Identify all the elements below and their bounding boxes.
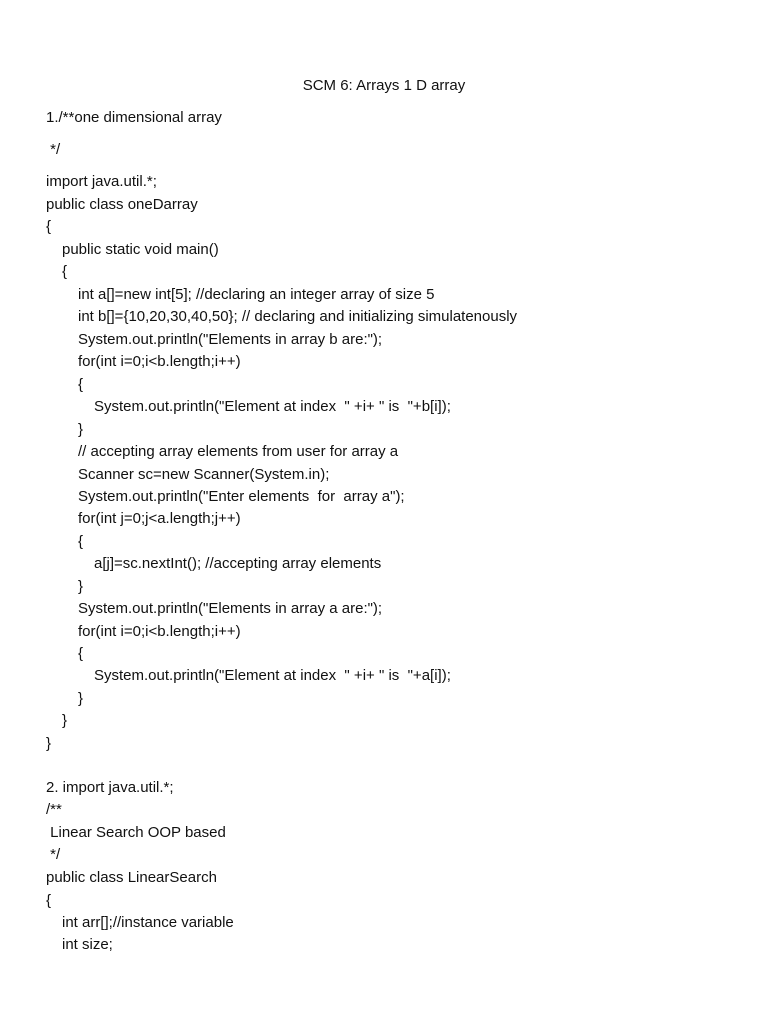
code-line: for(int j=0;j<a.length;j++) bbox=[78, 510, 241, 527]
code-line: } bbox=[78, 578, 84, 595]
code-line: Linear Search OOP based bbox=[46, 824, 226, 841]
code-line: { bbox=[46, 892, 52, 909]
code-line: public static void main() bbox=[62, 241, 219, 258]
code-line: System.out.println("Elements in array b are:"); bbox=[78, 331, 383, 348]
code-line: /** bbox=[46, 801, 62, 818]
code-line: */ bbox=[46, 141, 61, 158]
code-line: 1./**one dimensional array bbox=[46, 109, 222, 126]
code-line: { bbox=[78, 376, 84, 393]
code-line: int arr[];//instance variable bbox=[62, 914, 234, 931]
code-line: int size; bbox=[62, 936, 113, 953]
code-line: for(int i=0;i<b.length;i++) bbox=[78, 353, 241, 370]
code-line: { bbox=[62, 263, 68, 280]
code-line: { bbox=[78, 533, 84, 550]
code-line: { bbox=[78, 645, 84, 662]
code-line: 2. import java.util.*; bbox=[46, 779, 174, 796]
code-line: public class LinearSearch bbox=[46, 869, 217, 886]
code-line: a[j]=sc.nextInt(); //accepting array elements bbox=[94, 555, 382, 572]
document-title: SCM 6: Arrays 1 D array bbox=[302, 77, 466, 94]
code-line: // accepting array elements from user for array a bbox=[78, 443, 399, 460]
code-line: Scanner sc=new Scanner(System.in); bbox=[78, 466, 330, 483]
code-line: int b[]={10,20,30,40,50}; // declaring and initializing simulatenously bbox=[78, 308, 518, 325]
code-line: System.out.println("Element at index " +i+ " is "+b[i]); bbox=[94, 398, 451, 415]
code-line: int a[]=new int[5]; //declaring an integer array of size 5 bbox=[78, 286, 435, 303]
code-line: } bbox=[78, 690, 84, 707]
code-line: for(int i=0;i<b.length;i++) bbox=[78, 623, 241, 640]
code-line: import java.util.*; bbox=[46, 173, 157, 190]
code-line: public class oneDarray bbox=[46, 196, 198, 213]
code-line: System.out.println("Element at index " +i+ " is "+a[i]); bbox=[94, 667, 451, 684]
code-line: } bbox=[62, 712, 68, 729]
code-line: } bbox=[78, 421, 84, 438]
code-line: System.out.println("Elements in array a are:"); bbox=[78, 600, 383, 617]
code-line: } bbox=[46, 735, 52, 752]
code-line: */ bbox=[46, 846, 61, 863]
code-line: { bbox=[46, 218, 52, 235]
code-line: System.out.println("Enter elements for array a"); bbox=[78, 488, 405, 505]
